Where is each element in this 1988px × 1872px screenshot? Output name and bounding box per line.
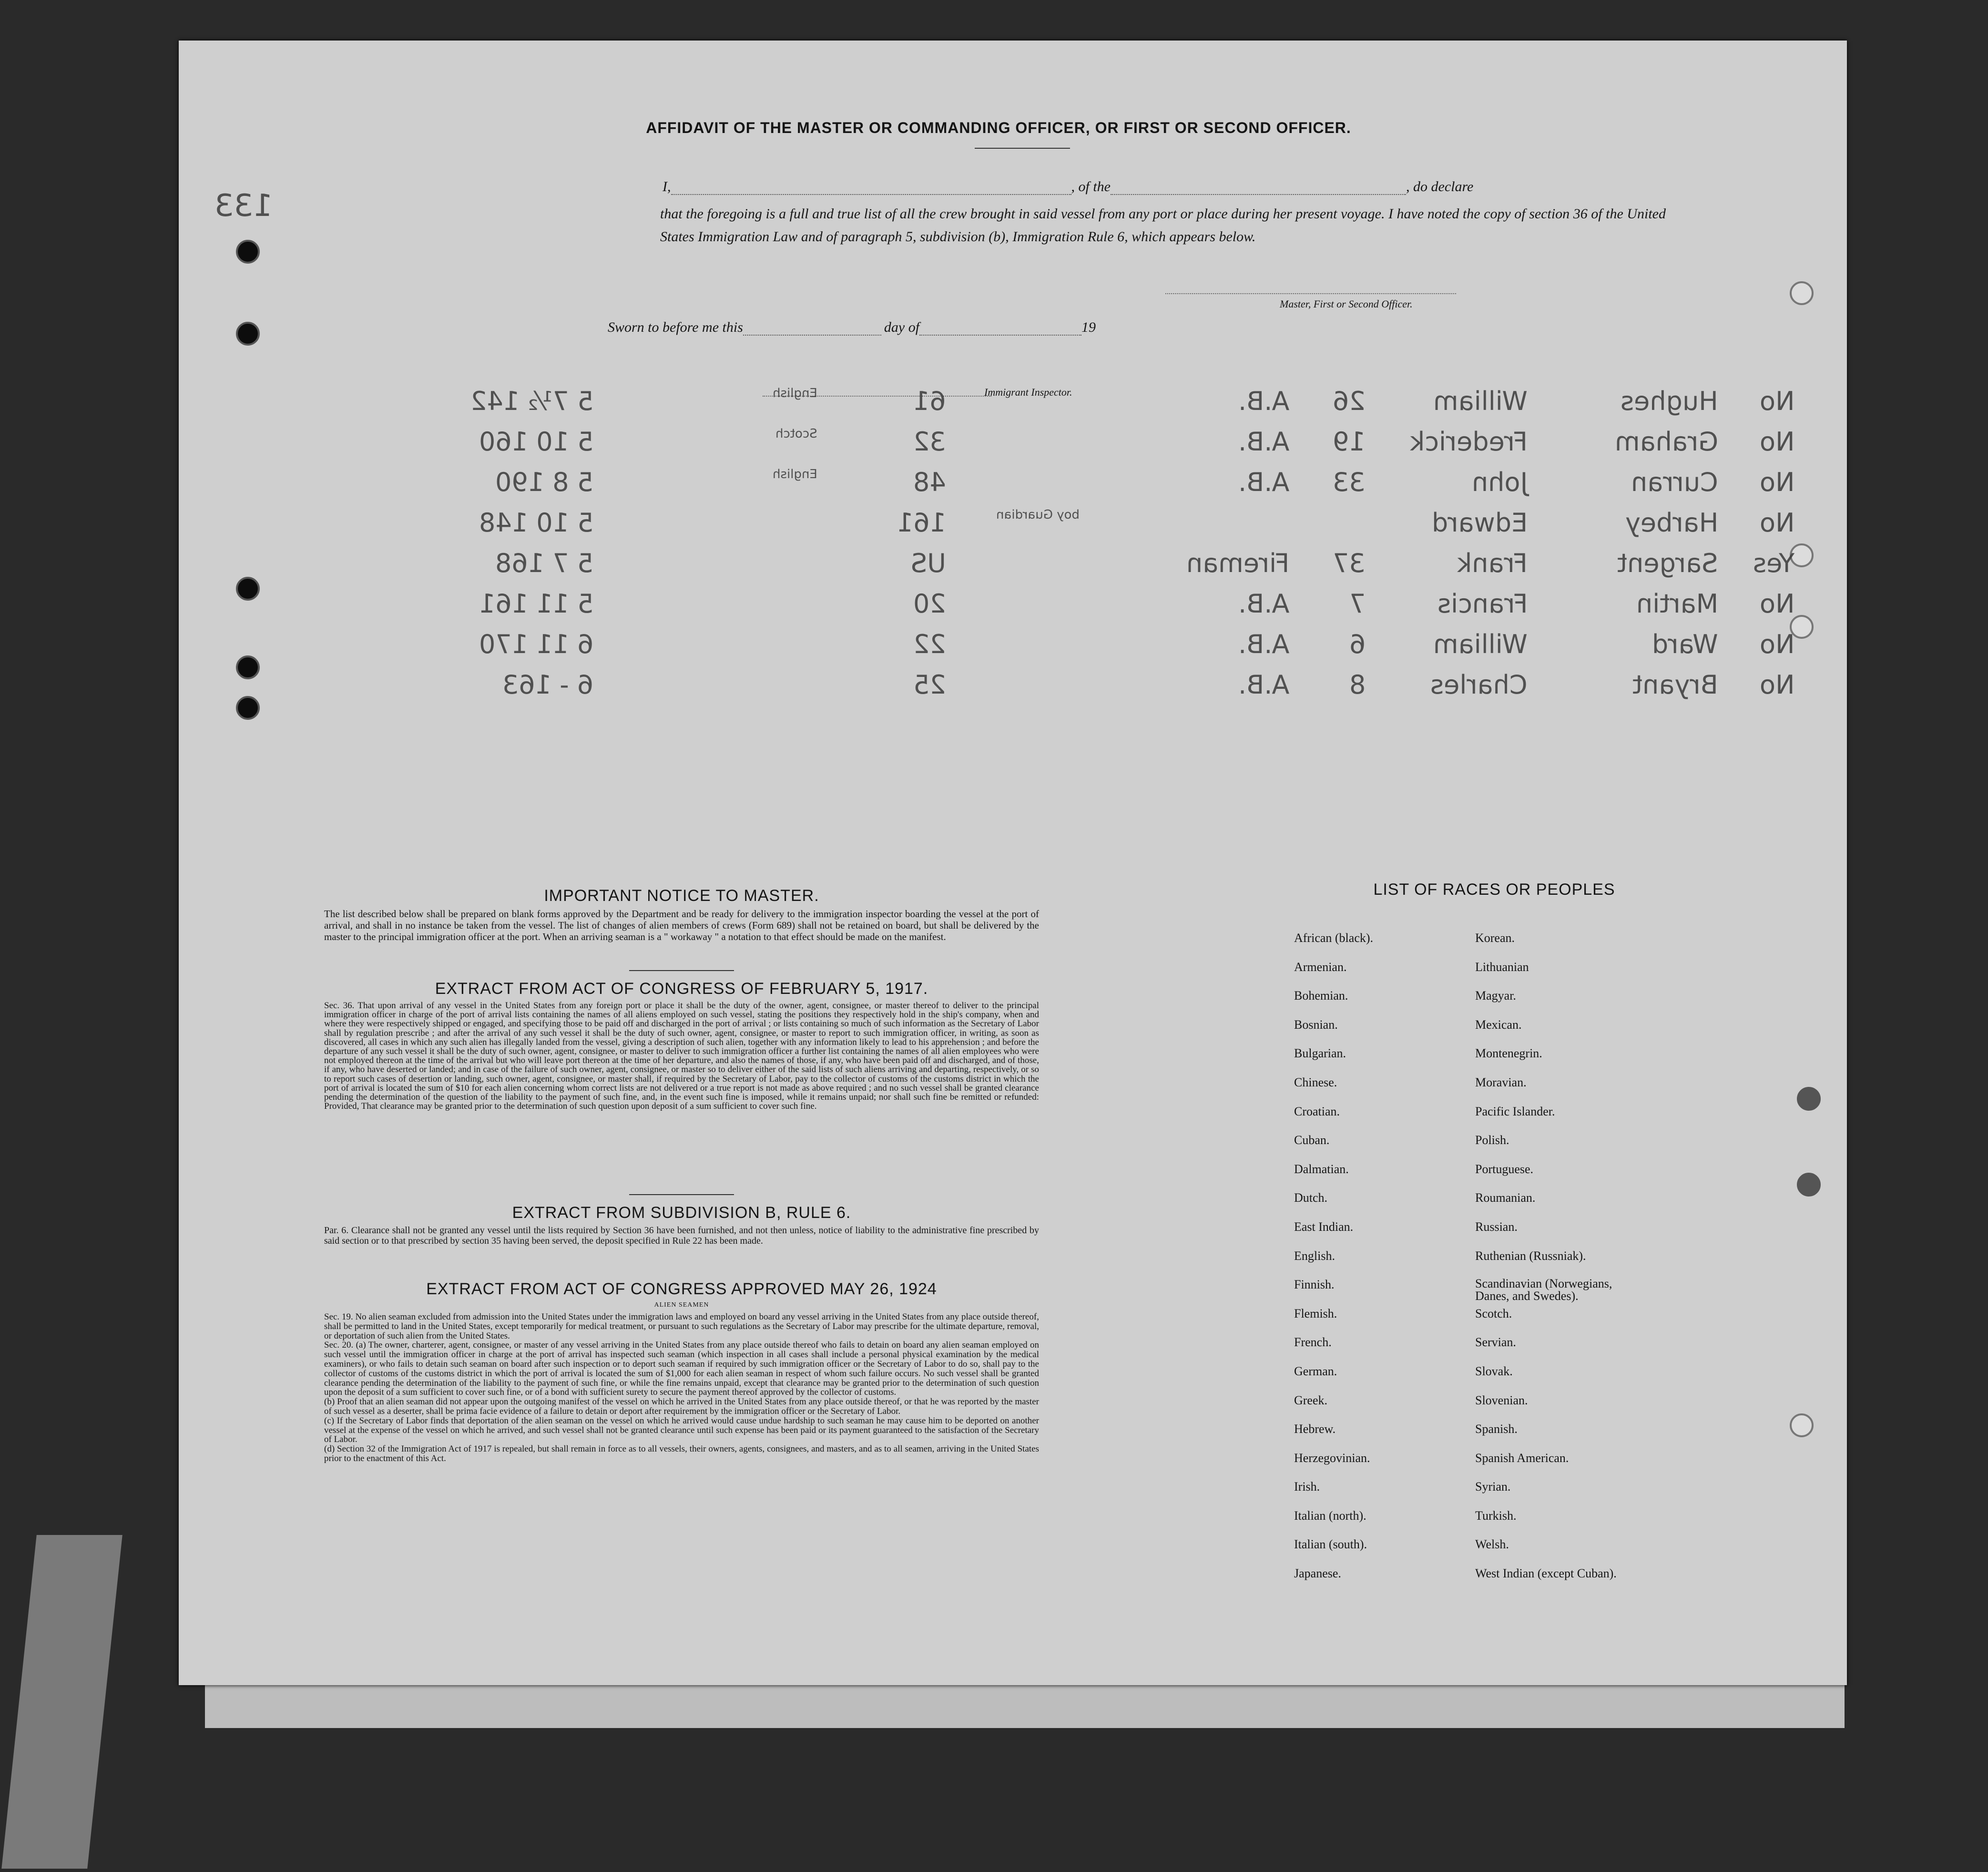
crew-height-weight: 6 - 163 bbox=[502, 670, 593, 700]
document-page bbox=[179, 41, 1847, 1685]
crew-extra: 25 bbox=[913, 670, 946, 700]
crew-rating: Fireman bbox=[1186, 548, 1289, 578]
admitted-status: No bbox=[1759, 629, 1794, 659]
admitted-status: No bbox=[1759, 467, 1794, 497]
race-item: Spanish. bbox=[1475, 1422, 1518, 1436]
crew-height-weight: 5 10 148 bbox=[479, 508, 593, 538]
affidavit-body: that the foregoing is a full and true list of all the crew brought in said vessel from any port or place during her present voyage. I have noted the copy of section 36 of the United States Immigration Law and of paragraph 5, subdivision (b), Immigration Rule 6, which appears below. bbox=[660, 206, 1666, 245]
binder-hole-icon bbox=[1790, 281, 1814, 305]
extract-1924-paragraph: Sec. 20. (a) The owner, charterer, agent, consignee, or master of any vessel arriving in the United States from any place outside thereof who fails to detain on board any alien seaman employed on such vessel until the immigration officer in charge at the port of arrival has inspected such seaman (which inspection in all cases shall include a personal physical examination by the medical examiners), or who fails to detain such seaman on board after such inspection or to deport such seaman if required by such immigration officer or the Secretary of Labor to do so, shall pay to the collector of customs of the customs district in which the port of arrival is located the sum of $1,000 for each alien seaman in respect of whom such failure occurs. No such vessel shall be granted clearance pending the determination of the liability to the payment of such fine, or while the fine remains unpaid, except that clearance may be granted prior to the determination of such question upon the deposit of a sum sufficient to cover such fine, or of a bond with sufficient surety to secure the payment thereof approved by the collector of customs. bbox=[324, 1340, 1039, 1398]
race-item: Bulgarian. bbox=[1294, 1046, 1346, 1061]
crew-extra: 22 bbox=[913, 629, 946, 659]
section-divider bbox=[629, 1194, 734, 1195]
crew-height-weight: 5 8 190 bbox=[495, 467, 593, 497]
crew-given-name: Frederick bbox=[1409, 427, 1528, 457]
race-item: Slovenian. bbox=[1475, 1393, 1528, 1407]
extract-1917-body: Sec. 36. That upon arrival of any vessel in the United States from any foreign port or place it shall be the duty of the owner, agent, consignee, or master thereof to deliver to the principal immigration officer in charge of the port of arrival lists containing the names of all aliens employed on such vessel, stating the positions they respectively hold in the ship's company, when and where they were respectively shipped or engaged, and specifying those to be paid off and discharged in the port of arrival ; or lists containing so much of such information as the Secretary of Labor shall by regulation prescribe ; and after the arrival of any such vessel it shall be the duty of such owner, agent, consignee, or master to report to such immigration officer, in writing, as soon as discovered, all cases in which any such alien has illegally landed from the vessel, giving a description of such alien, together with any information likely to lead to his apprehension ; and before the departure of any such vessel it shall be the duty of such owner, agent, consignee, or master to deliver to such immigration officer a further list containing the names of all alien employees who were not employed thereon at the time of the arrival but who will leave port thereon at the time of her departure, and also the names of those, if any, who have been paid off and discharged, and of those, if any, who have deserted or landed; and in case of the failure of such owner, agent, consignee, or master so to deliver either of the said lists of such aliens arriving and departing, respectively, or so to report such cases of desertion or landing, such owner, agent, consignee, or master shall, if required by the Secretary of Labor, pay to the collector of customs of the customs district in which the port of arrival is located the sum of $10 for each alien concerning whom correct lists are not delivered or a true report is not made as above required ; and no such vessel shall be granted clearance pending the determination of the question of the liability to the payment of such fine, and, in the event such fine is imposed, while it remains unpaid; nor shall such fine be remitted or refunded: Provided, That clearance may be granted prior to the determination of such question upon deposit of a sum sufficient to cover such fine. bbox=[324, 1001, 1039, 1112]
crew-given-name: William bbox=[1433, 386, 1528, 416]
race-item: Russian. bbox=[1475, 1219, 1518, 1234]
binder-hole-icon bbox=[236, 655, 260, 679]
section-divider bbox=[629, 970, 734, 971]
extract-1924-paragraph: (d) Section 32 of the Immigration Act of 1917 is repealed, but shall remain in force as to all vessels, their owners, agents, consignees, and masters, and as to all seamen, arriving in the United States prior to the enactment of this Act. bbox=[324, 1444, 1039, 1463]
race-item: German. bbox=[1294, 1364, 1337, 1378]
race-item: Moravian. bbox=[1475, 1075, 1527, 1089]
race-item: Korean. bbox=[1475, 931, 1515, 945]
binder-hole-icon bbox=[1790, 1413, 1814, 1437]
page-number: 133 bbox=[214, 188, 273, 224]
race-item: Portuguese. bbox=[1475, 1162, 1534, 1176]
crew-nationality: Scotch bbox=[775, 427, 817, 441]
races-title: LIST OF RACES OR PEOPLES bbox=[1373, 880, 1615, 899]
race-item: Cuban. bbox=[1294, 1133, 1330, 1147]
races-column-left bbox=[1294, 931, 1485, 1596]
crew-rating: A.B. bbox=[1238, 670, 1289, 700]
race-item: African (black). bbox=[1294, 931, 1374, 945]
crew-surname: Bryant bbox=[1632, 670, 1718, 700]
race-item: Servian. bbox=[1475, 1335, 1516, 1350]
crew-age: 7 bbox=[1349, 589, 1366, 619]
crew-height-weight: 5 7½ 142 bbox=[470, 386, 593, 416]
crew-row bbox=[427, 467, 1794, 508]
crew-extra: 61 bbox=[913, 386, 946, 416]
declarant-label: I, bbox=[663, 179, 671, 194]
race-item: Chinese. bbox=[1294, 1075, 1337, 1089]
crew-age: 8 bbox=[1349, 670, 1366, 700]
title-divider bbox=[975, 148, 1070, 149]
crew-height-weight: 5 11 161 bbox=[479, 589, 593, 619]
race-item: Japanese. bbox=[1294, 1566, 1341, 1581]
race-item: Spanish American. bbox=[1475, 1451, 1569, 1465]
crew-given-name: William bbox=[1433, 629, 1528, 659]
binder-hole-icon bbox=[236, 577, 260, 601]
crew-row bbox=[427, 548, 1794, 589]
admitted-status: No bbox=[1759, 670, 1794, 700]
admitted-status: Yes bbox=[1753, 548, 1794, 578]
sworn-label: Sworn to before me this bbox=[608, 319, 743, 335]
race-item: Bosnian. bbox=[1294, 1017, 1338, 1032]
extract-1924-title: EXTRACT FROM ACT OF CONGRESS APPROVED MAY 26, 1924 bbox=[426, 1280, 937, 1298]
extract-1924-body bbox=[324, 1312, 1039, 1463]
crew-height-weight: 6 11 170 bbox=[479, 629, 593, 659]
crew-extra: 161 bbox=[897, 508, 946, 538]
crew-given-name: Francis bbox=[1437, 589, 1528, 619]
vessel-name-field[interactable] bbox=[1111, 194, 1406, 195]
race-item: Polish. bbox=[1475, 1133, 1509, 1147]
extract-rule6-title: EXTRACT FROM SUBDIVISION B, RULE 6. bbox=[512, 1204, 851, 1222]
of-the-label: , of the bbox=[1071, 179, 1111, 194]
race-item: Scandinavian (Norwegians, Danes, and Swedes). bbox=[1475, 1277, 1612, 1303]
sworn-day-field[interactable] bbox=[743, 335, 881, 336]
crew-rating: A.B. bbox=[1238, 589, 1289, 619]
crew-extra: 32 bbox=[913, 427, 946, 457]
admitted-status: No bbox=[1759, 427, 1794, 457]
race-item: Montenegrin. bbox=[1475, 1046, 1542, 1061]
race-item: Pacific Islander. bbox=[1475, 1104, 1555, 1118]
race-item: Mexican. bbox=[1475, 1017, 1522, 1032]
crew-row bbox=[427, 427, 1794, 467]
admitted-status: No bbox=[1759, 589, 1794, 619]
notice-title: IMPORTANT NOTICE TO MASTER. bbox=[544, 887, 819, 905]
race-item: English. bbox=[1294, 1248, 1335, 1263]
race-item: Dalmatian. bbox=[1294, 1162, 1349, 1176]
races-column-right bbox=[1475, 931, 1666, 1596]
extract-1924-paragraph: (c) If the Secretary of Labor finds that deportation of the alien seaman on the vessel on which he arrived would cause undue hardship to such seaman he may cause him to be deported on another vessel at the expense of the vessel on which he arrived, and such vessel shall not be granted clearance until such expense has been paid or its payment guaranteed to the satisfaction of the Secretary of Labor. bbox=[324, 1415, 1039, 1445]
race-item: French. bbox=[1294, 1335, 1332, 1350]
race-item: Welsh. bbox=[1475, 1537, 1509, 1552]
day-of-label: day of bbox=[884, 319, 920, 335]
sworn-month-field[interactable] bbox=[919, 335, 1081, 336]
admitted-status: No bbox=[1759, 508, 1794, 538]
race-item: Magyar. bbox=[1475, 989, 1516, 1003]
extract-1924-paragraph: (b) Proof that an alien seaman did not appear upon the outgoing manifest of the vessel on which he arrived in the United States from any place outside thereof, or that he was reported by the master of such vessel as a deserter, shall be prima facie evidence of a failure to detain or deport after requirement by the immigration officer or the Secretary of Labor. bbox=[324, 1397, 1039, 1416]
crew-age: 33 bbox=[1333, 467, 1366, 497]
crew-given-name: Frank bbox=[1457, 548, 1528, 578]
crew-height-weight: 5 10 160 bbox=[479, 427, 593, 457]
race-item: Syrian. bbox=[1475, 1480, 1511, 1494]
crew-age: 26 bbox=[1333, 386, 1366, 416]
crew-surname: Curran bbox=[1631, 467, 1718, 497]
master-signature-line[interactable] bbox=[1165, 293, 1456, 294]
crew-rating: A.B. bbox=[1238, 467, 1289, 497]
race-item: East Indian. bbox=[1294, 1219, 1354, 1234]
crew-nationality: English bbox=[773, 467, 817, 481]
crew-age: 37 bbox=[1333, 548, 1366, 578]
race-item: Croatian. bbox=[1294, 1104, 1340, 1118]
race-item: West Indian (except Cuban). bbox=[1475, 1566, 1617, 1581]
crew-entries bbox=[427, 386, 1794, 710]
crew-given-name: John bbox=[1471, 467, 1528, 497]
crew-row bbox=[427, 386, 1794, 427]
race-item: Turkish. bbox=[1475, 1508, 1517, 1523]
race-item: Scotch. bbox=[1475, 1306, 1512, 1320]
extract-1917-title: EXTRACT FROM ACT OF CONGRESS OF FEBRUARY 5, 1917. bbox=[435, 980, 928, 998]
race-item: Finnish. bbox=[1294, 1278, 1335, 1292]
extract-rule6-body: Par. 6. Clearance shall not be granted any vessel until the lists required by Section 36 have been furnished, and not then unless, notice of liability to the administrative fine prescribed by said section or to that prescribed by section 35 having been served, the deposit specified in Rule 22 has been made. bbox=[324, 1225, 1039, 1246]
declare-label: , do declare bbox=[1406, 179, 1474, 194]
binder-hole-icon bbox=[1797, 1087, 1821, 1111]
crew-row bbox=[427, 508, 1794, 548]
extract-1924-paragraph: Sec. 19. No alien seaman excluded from admission into the United States under the immigration laws and employed on board any vessel arriving in the United States from any place outside thereof, shall be permitted to land in the United States, except temporarily for medical treatment, or pursuant to such regulations as the Secretary of Labor may prescribe for the ultimate departure, removal, or deportation of such alien from the United States. bbox=[324, 1312, 1039, 1341]
admitted-status: No bbox=[1759, 386, 1794, 416]
race-item: Italian (north). bbox=[1294, 1508, 1366, 1523]
affidavit-title: AFFIDAVIT OF THE MASTER OR COMMANDING OFFICER, OR FIRST OR SECOND OFFICER. bbox=[646, 119, 1351, 136]
race-item: Greek. bbox=[1294, 1393, 1328, 1407]
year-label: 19 bbox=[1081, 319, 1096, 335]
race-item: Ruthenian (Russniak). bbox=[1475, 1248, 1586, 1263]
binder-hole-icon bbox=[236, 696, 260, 720]
binder-hole-icon bbox=[236, 240, 260, 264]
crew-age: 19 bbox=[1333, 427, 1366, 457]
crew-surname: Graham bbox=[1614, 427, 1718, 457]
crew-rating: A.B. bbox=[1238, 629, 1289, 659]
crew-surname: Martin bbox=[1636, 589, 1718, 619]
notice-body: The list described below shall be prepared on blank forms approved by the Department and be ready for delivery to the immigration inspector boarding the vessel at the port of arrival, and shall in no instance be taken from the vessel. The list of changes of alien members of crews (Form 689) shall not be retained on board, but shall be delivered by the master to the principal immigration officer at the port. When an arriving seaman is a " workaway " a notation to that effect should be made on the manifest. bbox=[324, 908, 1039, 942]
page-edge-strip bbox=[1, 1535, 122, 1869]
race-item: Irish. bbox=[1294, 1480, 1320, 1494]
crew-row bbox=[427, 670, 1794, 710]
crew-surname: Ward bbox=[1652, 629, 1718, 659]
crew-extra: 20 bbox=[913, 589, 946, 619]
race-item: Slovak. bbox=[1475, 1364, 1513, 1378]
race-item: Dutch. bbox=[1294, 1191, 1328, 1205]
crew-surname: Harbey bbox=[1625, 508, 1718, 538]
crew-rating: A.B. bbox=[1238, 427, 1289, 457]
race-item: Roumanian. bbox=[1475, 1191, 1536, 1205]
crew-extra: 48 bbox=[913, 467, 946, 497]
race-item: Herzegovinian. bbox=[1294, 1451, 1370, 1465]
crew-given-name: Edward bbox=[1431, 508, 1528, 538]
crew-nationality: boy Guardian bbox=[996, 508, 1080, 522]
race-item: Bohemian. bbox=[1294, 989, 1348, 1003]
crew-rating: A.B. bbox=[1238, 386, 1289, 416]
crew-height-weight: 5 7 168 bbox=[495, 548, 593, 578]
extract-1924-subtitle: ALIEN SEAMEN bbox=[654, 1301, 709, 1309]
binder-hole-icon bbox=[1797, 1173, 1821, 1197]
crew-surname: Sargent bbox=[1617, 548, 1718, 578]
declarant-name-field[interactable] bbox=[671, 194, 1071, 195]
affidavit-declaration-line bbox=[605, 179, 1668, 195]
crew-extra: US bbox=[911, 548, 946, 578]
crew-row bbox=[427, 629, 1794, 670]
crew-nationality: English bbox=[773, 386, 817, 400]
race-item: Lithuanian bbox=[1475, 960, 1529, 974]
race-item: Flemish. bbox=[1294, 1306, 1337, 1320]
binder-hole-icon bbox=[236, 322, 260, 346]
crew-row bbox=[427, 589, 1794, 629]
sworn-line bbox=[608, 319, 1096, 336]
race-item: Hebrew. bbox=[1294, 1422, 1336, 1436]
crew-age: 6 bbox=[1349, 629, 1366, 659]
inspector-label: Immigrant Inspector. bbox=[984, 386, 1072, 398]
crew-surname: Hughes bbox=[1621, 386, 1718, 416]
master-signature-label: Master, First or Second Officer. bbox=[1280, 298, 1413, 310]
race-item: Armenian. bbox=[1294, 960, 1347, 974]
race-item: Italian (south). bbox=[1294, 1537, 1367, 1552]
crew-given-name: Charles bbox=[1430, 670, 1528, 700]
